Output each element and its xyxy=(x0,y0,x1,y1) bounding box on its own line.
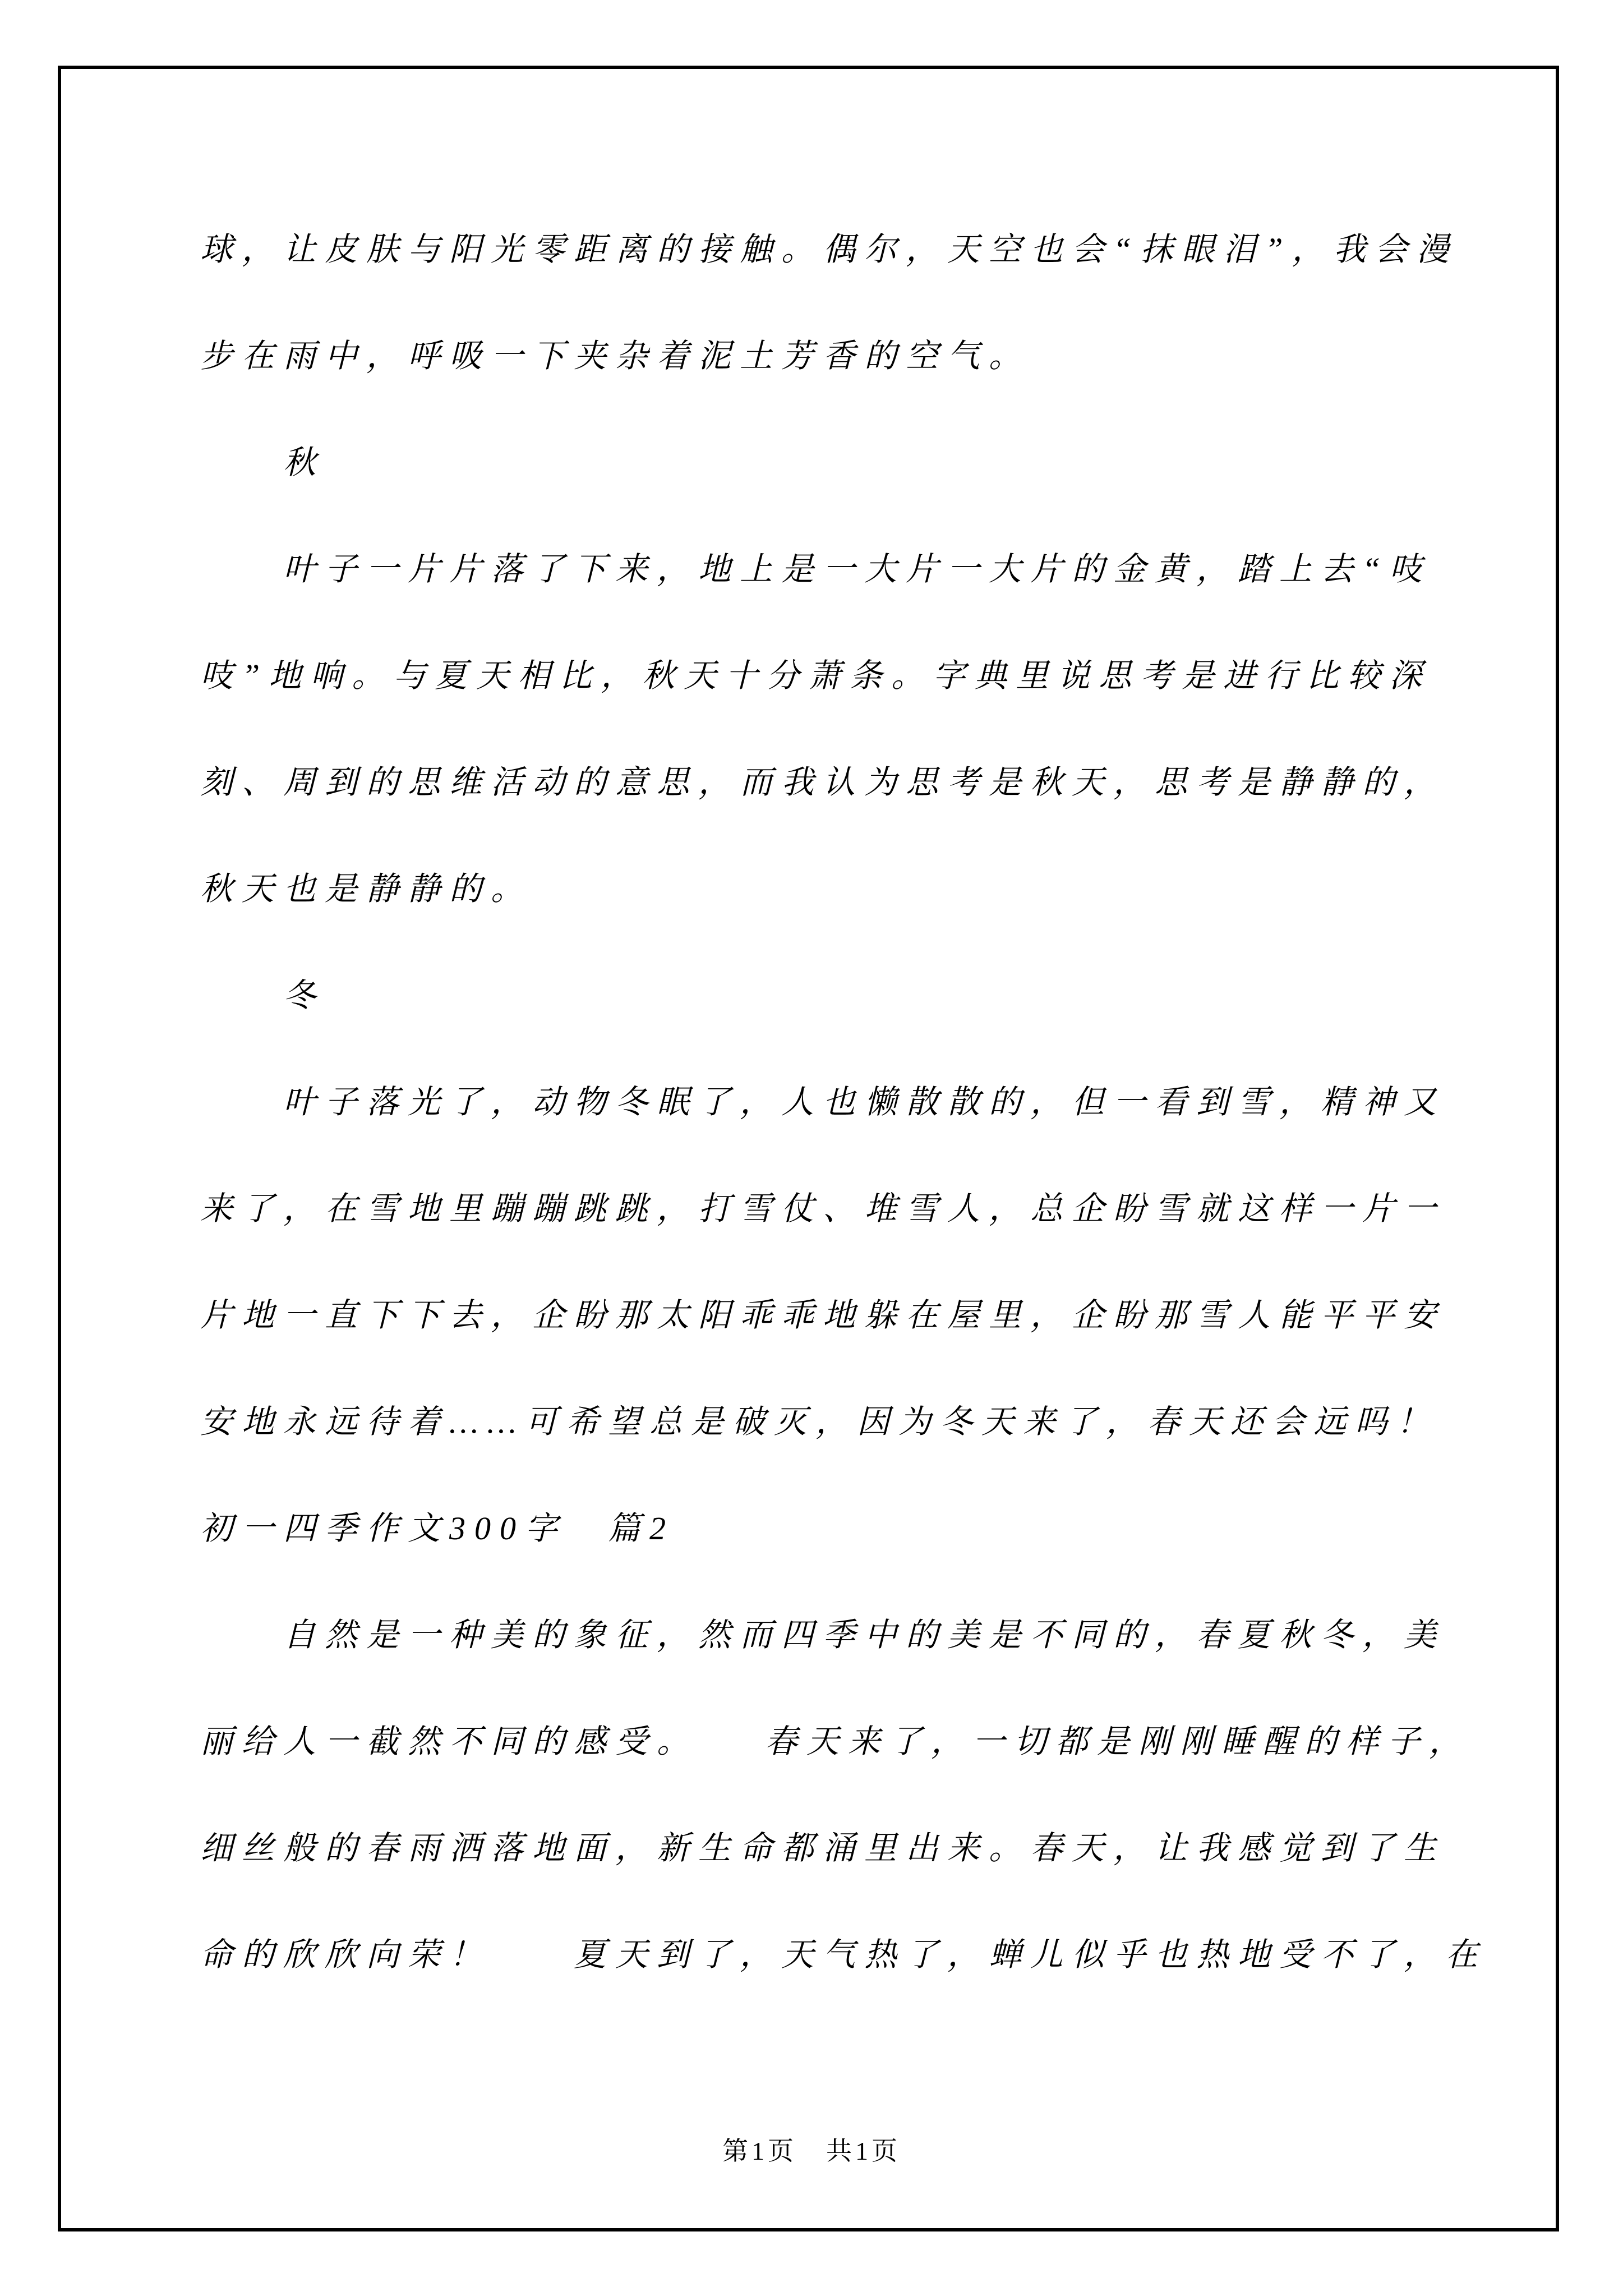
text-line: 丽给人一截然不同的感受。 春天来了，一切都是刚刚睡醒的样子， xyxy=(200,1723,1471,1760)
essay-body xyxy=(200,196,1487,2008)
text-line: 自然是一种美的象征，然而四季中的美是不同的，春夏秋冬，美 xyxy=(283,1617,1446,1653)
text-line-essay-title: 初一四季作文300字 篇2 xyxy=(200,1510,675,1547)
text-line-season-heading-winter: 冬 xyxy=(283,977,325,1014)
text-line: 步在雨中，呼吸一下夹杂着泥土芳香的空气。 xyxy=(200,338,1031,374)
text-line-season-heading-autumn: 秋 xyxy=(283,444,325,481)
text-line: 叶子一片片落了下来，地上是一大片一大片的金黄，踏上去“吱 xyxy=(283,551,1431,587)
text-line: 细丝般的春雨洒落地面，新生命都涌里出来。春天，让我感觉到了生 xyxy=(200,1830,1446,1866)
text-line: 球，让皮肤与阳光零距离的接触。偶尔，天空也会“抹眼泪”，我会漫 xyxy=(200,231,1458,268)
text-line: 安地永远待着……可希望总是破灭，因为冬天来了，春天还会远吗！ xyxy=(200,1404,1438,1440)
text-line: 吱”地响。与夏天相比，秋天十分萧条。字典里说思考是进行比较深 xyxy=(200,657,1431,694)
text-line: 片地一直下下去，企盼那太阳乖乖地躲在屋里，企盼那雪人能平平安 xyxy=(200,1297,1446,1333)
text-line: 来了，在雪地里蹦蹦跳跳，打雪仗、堆雪人，总企盼雪就这样一片一 xyxy=(200,1190,1446,1227)
text-line: 刻、周到的思维活动的意思，而我认为思考是秋天，思考是静静的， xyxy=(200,764,1446,800)
text-line: 命的欣欣向荣！ 夏天到了，天气热了，蝉儿似乎也热地受不了，在 xyxy=(200,1936,1487,1973)
page-footer xyxy=(0,2131,1623,2170)
text-line: 秋天也是静静的。 xyxy=(200,871,533,907)
page-number-indicator: 第1页 共1页 xyxy=(722,2137,901,2165)
text-line: 叶子落光了，动物冬眠了，人也懒散散的，但一看到雪，精神又 xyxy=(283,1084,1446,1120)
